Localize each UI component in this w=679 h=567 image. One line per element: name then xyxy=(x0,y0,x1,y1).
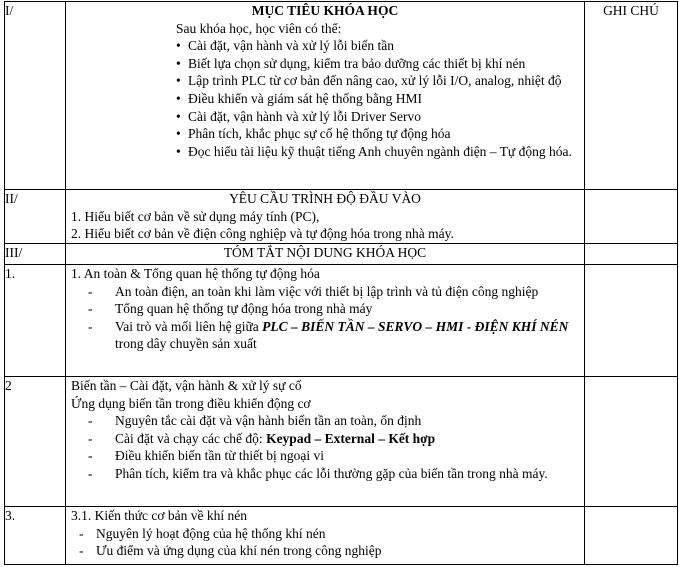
list-item: - Điều khiển biến tần từ thiết bị ngoại vi xyxy=(66,447,584,465)
list-item: • Cài đặt, vận hành và xử lý lỗi biến tần xyxy=(176,37,584,55)
objectives-intro: Sau khóa học, học viên có thể: xyxy=(176,20,342,36)
module-2-row xyxy=(5,377,678,507)
list-item: • Lập trình PLC từ cơ bản đến nâng cao, xử lý lỗi I/O, analog, nhiệt độ xyxy=(176,72,584,90)
module-heading: Biến tần – Cài đặt, vận hành & xử lý sự cố xyxy=(71,378,302,393)
notes-cell xyxy=(585,265,678,377)
list-item: • Biết lựa chọn sử dụng, kiểm tra bảo dưỡng các thiết bị khí nén xyxy=(176,55,584,73)
notes-column-header: GHI CHÚ xyxy=(585,2,678,190)
list-item: - Nguyên lý hoạt động của hệ thống khí nén xyxy=(66,525,584,543)
list-item: - Tổng quan hệ thống tự động hóa trong nhà máy xyxy=(66,300,584,318)
notes-cell xyxy=(585,507,678,565)
list-item: - Nguyên tắc cài đặt và vận hành biến tần an toàn, ổn định xyxy=(66,412,584,430)
item-text: Cài đặt và chạy các chế độ: xyxy=(115,430,267,446)
module-3-row xyxy=(5,507,678,565)
section-summary-row xyxy=(5,244,678,265)
list-item: • Đọc hiểu tài liệu kỹ thuật tiếng Anh chuyên ngành điện – Tự động hóa. xyxy=(176,143,584,161)
module-number: 2 xyxy=(5,377,66,507)
module-1-row xyxy=(5,265,678,377)
section-title: TÓM TẮT NỘI DUNG KHÓA HỌC xyxy=(223,245,427,260)
module-1-list xyxy=(66,283,584,353)
list-item xyxy=(66,318,584,353)
list-item xyxy=(66,430,584,448)
objectives-list xyxy=(66,37,584,160)
module-3-cell xyxy=(66,507,585,565)
requirements-cell xyxy=(66,190,585,244)
section-number: II/ xyxy=(5,190,66,244)
item-text: trong dây chuyền sản xuất xyxy=(115,336,257,352)
item-text: Vai trò và mối liên hệ giữa xyxy=(115,318,263,334)
course-outline-table xyxy=(4,1,678,565)
module-heading: 1. An toàn & Tổng quan hệ thống tự động hóa xyxy=(71,266,320,281)
module-2-cell xyxy=(66,377,585,507)
module-3-list xyxy=(66,525,584,560)
section-number: III/ xyxy=(5,244,66,265)
list-item: • Cài đặt, vận hành và xử lý lỗi Driver Servo xyxy=(176,108,584,126)
module-2-list xyxy=(66,412,584,482)
module-heading: 3.1. Kiến thức cơ bản về khí nén xyxy=(71,508,248,523)
section-title: YÊU CẦU TRÌNH ĐỘ ĐẦU VÀO xyxy=(229,191,421,206)
emphasized-text: PLC – BIẾN TẦN – SERVO – HMI - ĐIỆN KHÍ NÉN xyxy=(262,318,569,334)
module-1-cell xyxy=(66,265,585,377)
notes-cell xyxy=(585,190,678,244)
list-item: - Phân tích, kiểm tra và khắc phục các lỗi thường gặp của biến tần trong nhà máy. xyxy=(66,465,584,483)
emphasized-text: Keypad – External – Kết hợp xyxy=(266,430,436,446)
objectives-cell xyxy=(66,2,585,190)
module-subheading: Ứng dụng biến tần trong điều khiển động cơ xyxy=(71,395,311,411)
requirement-line: 2. Hiểu biết cơ bản về điện công nghiệp và tự động hóa trong nhà máy. xyxy=(71,226,454,242)
section-number: I/ xyxy=(5,2,66,190)
notes-cell xyxy=(585,244,678,265)
list-item: - Ưu điểm và ứng dụng của khí nén trong công nghiệp xyxy=(66,542,584,560)
list-item: • Điều khiển và giám sát hệ thống bằng HMI xyxy=(176,90,584,108)
list-item: • Phân tích, khắc phục sự cố hệ thống tự động hóa xyxy=(176,125,584,143)
section-objectives-row xyxy=(5,2,678,190)
list-item: - An toàn điện, an toàn khi làm việc với thiết bị lập trình và tủ điện công nghiệp xyxy=(66,283,584,301)
notes-cell xyxy=(585,377,678,507)
module-number: 3. xyxy=(5,507,66,565)
module-number: 1. xyxy=(5,265,66,377)
section-title: MỤC TIÊU KHÓA HỌC xyxy=(251,3,399,18)
section-requirements-row xyxy=(5,190,678,244)
requirement-line: 1. Hiểu biết cơ bản về sử dụng máy tính (PC), xyxy=(71,208,320,224)
summary-title-cell xyxy=(66,244,585,265)
